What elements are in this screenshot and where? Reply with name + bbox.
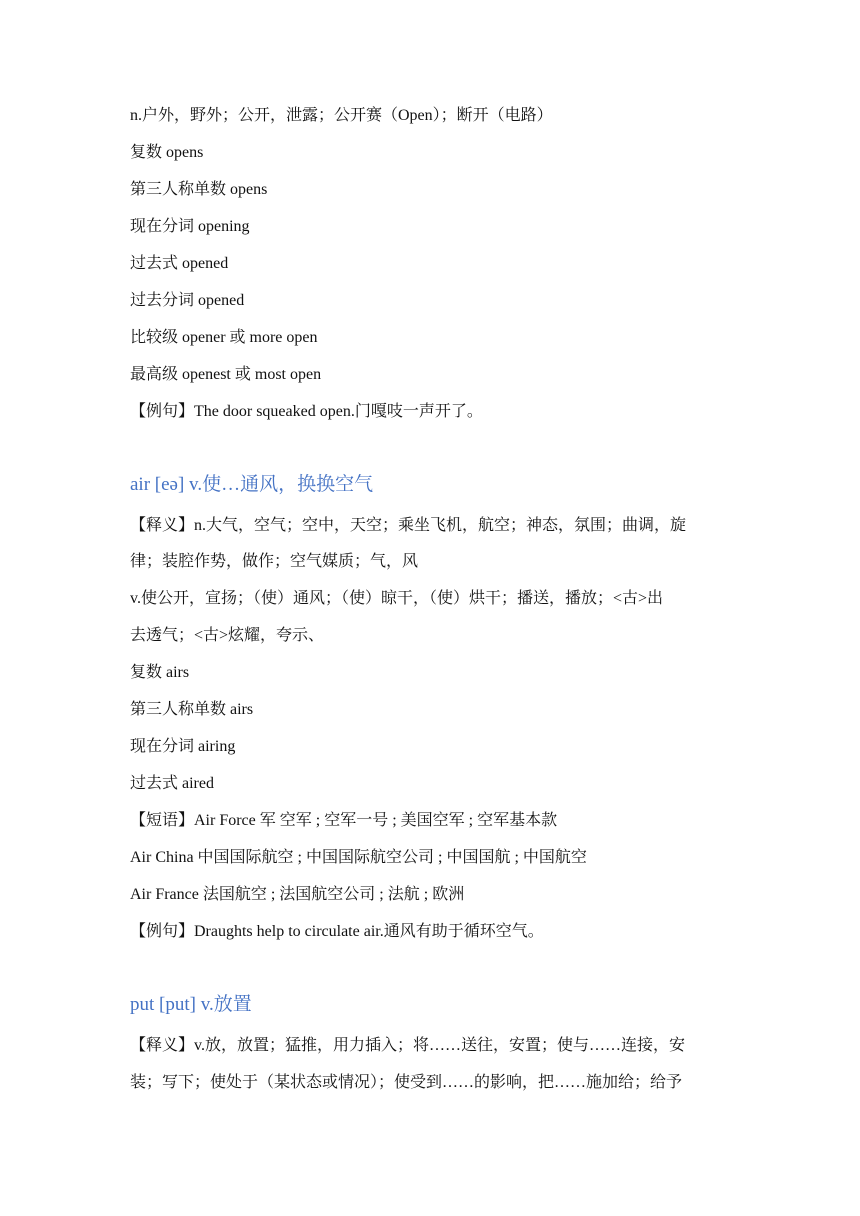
inflection-line: 过去式 opened (130, 255, 229, 272)
phrase-line: Air China 中国国际航空 ; 中国国际航空公司 ; 中国国航 ; 中国航空 (130, 849, 587, 866)
definition-line: v.使公开，宣扬；（使）通风；（使）晾干，（使）烘干；播送，播放；<古>出 (130, 590, 664, 607)
phrase-line: 【短语】Air Force 军 空军 ; 空军一号 ; 美国空军 ; 空军基本款 (130, 812, 558, 829)
inflection-line: 第三人称单数 airs (130, 701, 254, 718)
entry-heading-put: put [put] v.放置 (130, 994, 252, 1015)
inflection-line: 复数 opens (130, 144, 204, 161)
definition-line: 去透气；<古>炫耀，夸示、 (130, 627, 325, 644)
definition-line: 【释义】v.放，放置；猛推，用力插入；将……送往，安置；使与……连接，安 (130, 1037, 685, 1054)
example-sentence: 【例句】The door squeaked open.门嘎吱一声开了。 (130, 403, 483, 420)
entry-heading-air: air [eə] v.使…通风，换换空气 (130, 474, 374, 495)
example-sentence: 【例句】Draughts help to circulate air.通风有助于循环空气。 (130, 923, 544, 940)
inflection-line: 复数 airs (130, 664, 190, 681)
inflection-line: 过去分词 opened (130, 292, 245, 309)
inflection-line: 第三人称单数 opens (130, 181, 268, 198)
inflection-line: 现在分词 airing (130, 738, 236, 755)
definition-line: 【释义】n.大气，空气；空中，天空；乘坐飞机，航空；神态，氛围；曲调，旋 (130, 517, 687, 534)
definition-line: 律；装腔作势，做作；空气媒质；气，风 (130, 553, 419, 570)
definition-line: 装；写下；使处于（某状态或情况）；使受到……的影响，把……施加给；给予 (130, 1074, 683, 1091)
inflection-line: 最高级 openest 或 most open (130, 366, 322, 383)
inflection-line: 现在分词 opening (130, 218, 250, 235)
inflection-line: 比较级 opener 或 more open (130, 329, 318, 346)
phrase-line: Air France 法国航空 ; 法国航空公司 ; 法航 ; 欧洲 (130, 886, 465, 903)
definition-line: n.户外，野外；公开，泄露；公开赛（Open）；断开（电路） (130, 107, 553, 124)
inflection-line: 过去式 aired (130, 775, 214, 792)
